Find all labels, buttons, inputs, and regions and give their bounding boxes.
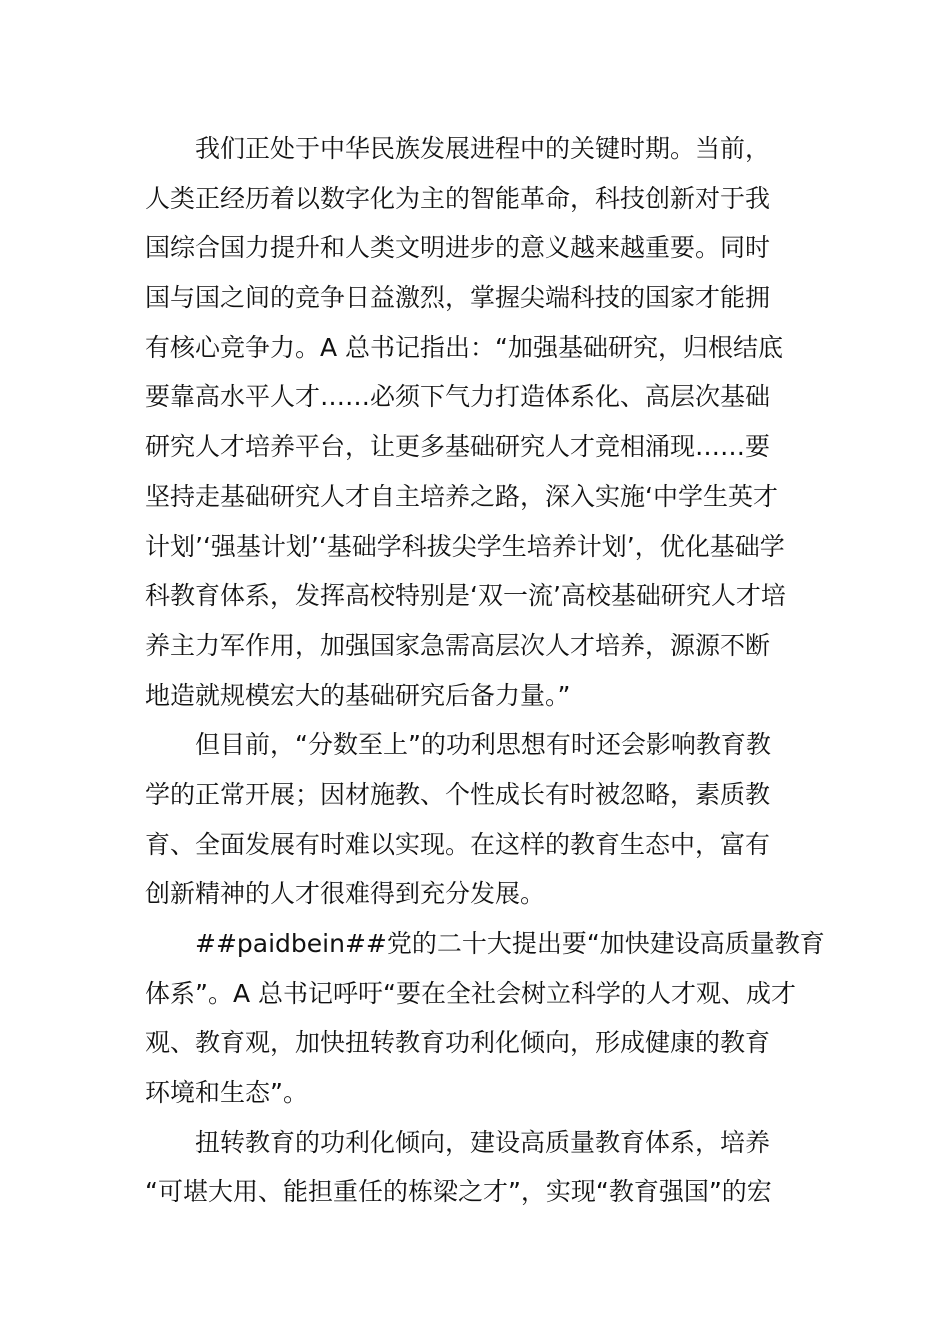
paragraph-3 bbox=[145, 919, 825, 1118]
paragraph-line: 体系”。A 总书记呼吁“要在全社会树立科学的人才观、成才 bbox=[145, 978, 796, 1008]
paragraph-line: 人类正经历着以数字化为主的智能革命，科技创新对于我 bbox=[145, 183, 771, 213]
paragraph-line: 要靠高水平人才……必须下气力打造体系化、高层次基础 bbox=[145, 382, 771, 412]
paragraph-line: 国综合国力提升和人类文明进步的意义越来越重要。同时 bbox=[145, 233, 771, 263]
paragraph-line: 但目前，“分数至上”的功利思想有时还会影响教育教 bbox=[195, 730, 771, 760]
paragraph-line: 观、教育观，加快扭转教育功利化倾向，形成健康的教育 bbox=[145, 1028, 771, 1058]
document-body bbox=[145, 124, 825, 1217]
paragraph-line: 计划’‘强基计划’‘基础学科拔尖学生培养计划’，优化基础学 bbox=[145, 531, 785, 561]
paragraph-line: 创新精神的人才很难得到充分发展。 bbox=[145, 879, 546, 909]
paragraph-line: 育、全面发展有时难以实现。在这样的教育生态中，富有 bbox=[145, 829, 771, 859]
paragraph-line: 扭转教育的功利化倾向，建设高质量教育体系，培养 bbox=[195, 1127, 771, 1157]
paragraph-line: ##paidbein##党的二十大提出要“加快建设高质量教育 bbox=[195, 929, 825, 958]
paragraph-line: 国与国之间的竞争日益激烈，掌握尖端科技的国家才能拥 bbox=[145, 283, 771, 313]
paragraph-4 bbox=[145, 1118, 805, 1217]
paragraph-2 bbox=[145, 720, 805, 919]
paragraph-line: 我们正处于中华民族发展进程中的关键时期。当前， bbox=[195, 134, 771, 163]
paragraph-line: “可堪大用、能担重任的栋梁之才”，实现“教育强国”的宏 bbox=[145, 1177, 772, 1207]
paragraph-1 bbox=[145, 124, 805, 720]
paragraph-line: 坚持走基础研究人才自主培养之路，深入实施‘中学生英才 bbox=[145, 481, 778, 511]
paragraph-line: 研究人才培养平台，让更多基础研究人才竞相涌现……要 bbox=[145, 432, 771, 462]
paragraph-line: 学的正常开展；因材施教、个性成长有时被忽略，素质教 bbox=[145, 779, 771, 809]
paragraph-line: 环境和生态”。 bbox=[145, 1078, 308, 1108]
paragraph-line: 养主力军作用，加强国家急需高层次人才培养，源源不断 bbox=[145, 630, 771, 660]
paragraph-line: 有核心竞争力。A 总书记指出：“加强基础研究，归根结底 bbox=[145, 332, 784, 362]
paragraph-line: 地造就规模宏大的基础研究后备力量。” bbox=[145, 680, 571, 710]
paragraph-line: 科教育体系，发挥高校特别是‘双一流’高校基础研究人才培 bbox=[145, 581, 786, 611]
